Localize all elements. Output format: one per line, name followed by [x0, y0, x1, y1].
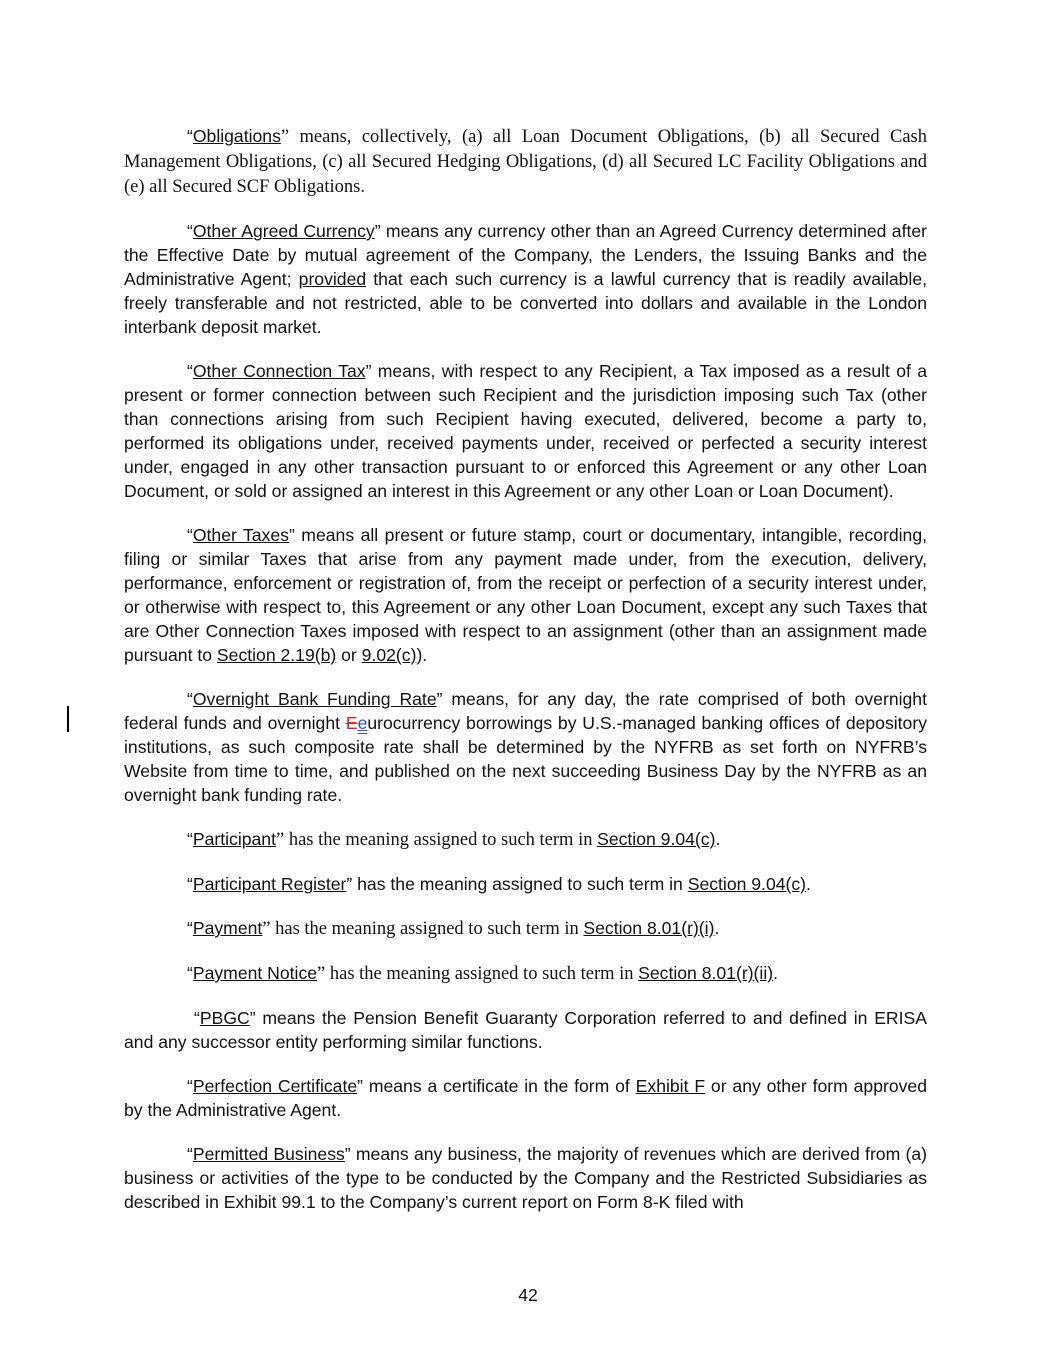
open-quote: “ — [187, 1076, 193, 1096]
open-quote: “ — [187, 918, 193, 938]
definition-pbgc — [124, 1006, 927, 1054]
definition-text: ” has the meaning assigned to such term in — [262, 919, 584, 939]
defined-term: Other Agreed Currency — [192, 221, 375, 241]
open-quote: “ — [187, 221, 193, 241]
definition-text: ” has the meaning assigned to such term in — [317, 964, 639, 984]
defined-term: Payment — [192, 918, 263, 938]
defined-term: Participant Register — [192, 874, 347, 894]
revision-change-bar — [67, 706, 69, 732]
page-number: 42 — [518, 1285, 538, 1305]
definition-text: that each such currency is a lawful currency that is readily available, freely transferable and not restricted, able to be converted into dollars and available in the London interbank deposit market. — [124, 269, 928, 337]
open-quote: “ — [187, 126, 193, 146]
defined-term: Payment Notice — [192, 963, 318, 983]
definition-text: ” means any currency other than an Agreed Currency determined after the Effective Date by mutual agreement of the Company, the Lenders, the Issuing Banks and the Administrative Agent; — [124, 221, 927, 289]
section-reference[interactable]: Section 8.01(r)(i) — [583, 918, 715, 938]
open-quote: “ — [187, 963, 193, 983]
section-reference[interactable]: 9.02(c) — [361, 645, 417, 665]
definition-payment — [124, 916, 927, 941]
definition-text: or — [336, 645, 362, 665]
definition-other-agreed-currency — [124, 219, 927, 339]
open-quote: “ — [187, 874, 193, 894]
definitions-body — [124, 124, 927, 1234]
open-quote: “ — [187, 1144, 193, 1164]
definition-text: ” means, collectively, (a) all Loan Document Obligations, (b) all Secured Cash Management Obligations, (c) all Secured Hedging Obligations, (d) all Secured LC Facility Obligations and (e) all Secured SCF Obligations. — [124, 127, 927, 197]
defined-term: Other Taxes — [192, 525, 289, 545]
definition-text: ). — [416, 645, 428, 665]
definition-text: ” means, with respect to any Recipient, a Tax imposed as a result of a present or former connection between such Recipient and the jurisdiction imposing such Tax (other than connections arising from such Recipient having executed, delivered, become a party to, performed its obligations under, received payments under, received or perfected a security interest under, engaged in any other transaction pursuant to or enforced this Agreement or any other Loan Document, or sold or assigned an interest in this Agreement or any other Loan or Loan Document). — [124, 361, 927, 501]
definition-text: . — [773, 963, 778, 983]
defined-term: PBGC — [199, 1008, 250, 1028]
open-quote: “ — [187, 525, 193, 545]
definition-payment-notice — [124, 961, 927, 986]
tracked-deletion: E — [345, 713, 358, 733]
definition-text: ” means the Pension Benefit Guaranty Corporation referred to and defined in ERISA and any successor entity performing similar functions. — [124, 1008, 927, 1052]
open-quote: “ — [187, 829, 193, 849]
section-reference[interactable]: Section 9.04(c) — [687, 874, 807, 894]
definition-text: urocurrency borrowings by U.S.-managed banking offices of depository institutions, as such composite rate shall be determined by the NYFRB as set forth on NYFRB’s Website from time to time, and published on the next succeeding Business Day by the NYFRB as an overnight bank funding rate. — [124, 713, 927, 805]
definition-text: ” means all present or future stamp, court or documentary, intangible, recording, filing or similar Taxes that arise from any payment made under, from the execution, delivery, performance, enforcement or registration of, from the receipt or perfection of a security interest under, or otherwise with respect to, this Agreement or any other Loan Document, except any such Taxes that are Other Connection Taxes imposed with respect to an assignment (other than an assignment made pursuant to — [124, 525, 928, 665]
defined-term: Permitted Business — [192, 1144, 345, 1164]
section-reference[interactable]: Section 2.19(b) — [216, 645, 337, 665]
definition-text: . — [715, 829, 721, 849]
open-quote: “ — [194, 1008, 200, 1028]
definition-other-taxes — [124, 523, 927, 667]
section-reference[interactable]: Section 9.04(c) — [597, 829, 716, 849]
definition-text: ” means any business, the majority of revenues which are derived from (a) business or activities of the type to be conducted by the Company and the Restricted Subsidiaries as described in Exhibit 99.1 to the Company’s current report on Form 8-K filed with — [124, 1144, 927, 1212]
definition-text: or any other form approved by the Administrative Agent. — [124, 1076, 927, 1120]
definition-text: . — [714, 918, 720, 938]
tracked-insertion: e — [357, 713, 368, 733]
defined-term: Obligations — [192, 126, 281, 146]
defined-term: Perfection Certificate — [192, 1076, 358, 1096]
definition-other-connection-tax — [124, 359, 927, 503]
open-quote: “ — [187, 689, 193, 709]
open-quote: “ — [187, 361, 193, 381]
provided-keyword: provided — [298, 269, 367, 289]
exhibit-reference[interactable]: Exhibit F — [635, 1076, 706, 1096]
definition-overnight-bank-funding-rate — [124, 687, 927, 807]
definition-text: ” means, for any day, the rate comprised of both overnight federal funds and overnight — [124, 689, 927, 733]
defined-term: Other Connection Tax — [192, 361, 366, 381]
definition-permitted-business — [124, 1142, 927, 1214]
definition-obligations — [124, 124, 927, 199]
definition-text: . — [806, 874, 811, 894]
defined-term: Participant — [192, 829, 276, 849]
section-reference[interactable]: Section 8.01(r)(ii) — [638, 963, 774, 983]
defined-term: Overnight Bank Funding Rate — [192, 689, 437, 709]
definition-perfection-certificate — [124, 1074, 927, 1122]
definition-text: ” has the meaning assigned to such term in — [346, 874, 688, 894]
definition-participant-register — [124, 872, 927, 896]
definition-text: ” has the meaning assigned to such term in — [275, 830, 598, 850]
definition-text: ” means a certificate in the form of — [357, 1076, 636, 1096]
definition-participant — [124, 827, 927, 852]
